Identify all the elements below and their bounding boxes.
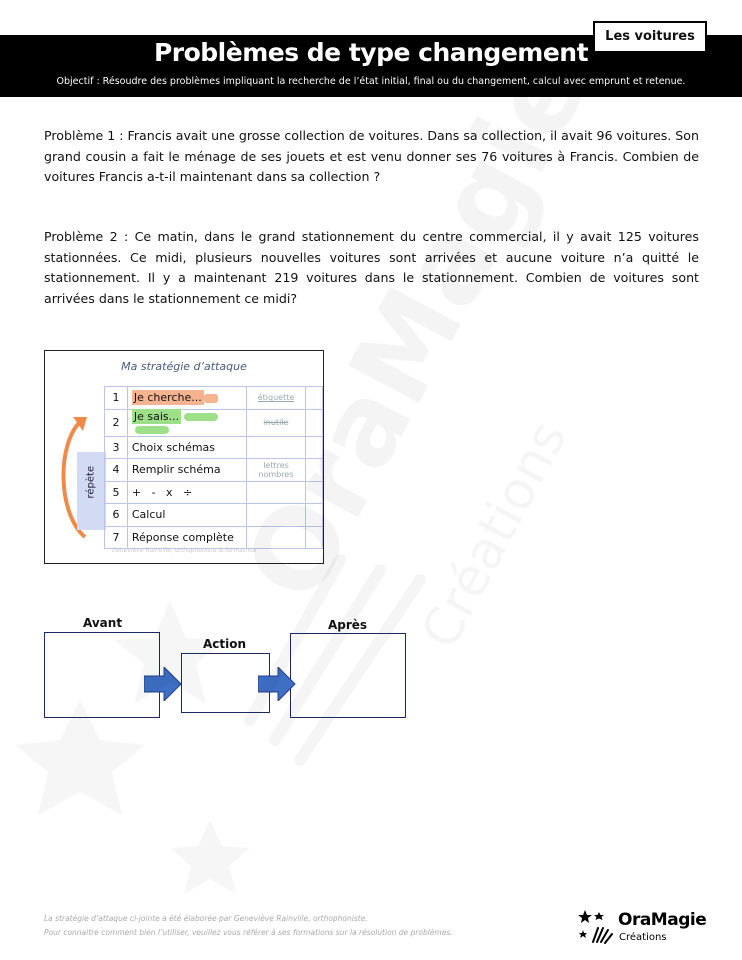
before-label: Avant xyxy=(83,616,123,630)
oramagie-logo-icon xyxy=(577,908,615,944)
step-hint: étiquette xyxy=(246,387,305,410)
step-number: 7 xyxy=(105,526,128,549)
step-label xyxy=(127,387,246,410)
strategy-step xyxy=(105,459,323,482)
strategy-title: Ma stratégie d’attaque xyxy=(121,360,247,373)
strategy-step xyxy=(105,481,323,504)
after-box[interactable] xyxy=(290,633,406,718)
step-label: Remplir schéma xyxy=(127,459,246,482)
footer-note-line2: Pour connaitre comment bien l’utiliser, veuillez vous référer à ses formations sur la résolution de problèmes. xyxy=(44,928,453,937)
step-label: + - x ÷ xyxy=(127,481,246,504)
step-hint: lettres nombres xyxy=(246,459,305,482)
step-number: 3 xyxy=(105,436,128,459)
page-title: Problèmes de type changement xyxy=(153,38,589,67)
action-label: Action xyxy=(203,637,247,651)
footer-note-line1: La stratégie d’attaque ci-jointe a été élaborée par Geneviève Rainville, orthophoniste. xyxy=(44,914,368,923)
step-label: Réponse complète xyxy=(127,526,246,549)
problem-2-text: Problème 2 : Ce matin, dans le grand stationnement du centre commercial, il y avait 125 voitures stationnées. Ce midi, plusieurs nouvelles voitures sont arrivées et aucune voiture n’a quitté le stationnement. Il y a maintenant 219 voitures dans le stationnement. Combien de voitures sont arrivées dans le stationnement ce midi? xyxy=(44,229,699,306)
arrow-right-icon xyxy=(258,667,296,701)
strategy-credit: Geneviève Rainville, orthophoniste & formatrice xyxy=(111,547,257,554)
strategy-card xyxy=(44,350,324,564)
repeat-label: répète xyxy=(85,465,97,499)
brand-sub: Créations xyxy=(619,932,667,943)
step-number: 5 xyxy=(105,481,128,504)
step-hint xyxy=(246,526,305,549)
page-objective: Objectif : Résoudre des problèmes impliquant la recherche de l’état initial, final ou du changement, calcul avec emprunt et retenue. xyxy=(56,76,686,87)
step-label: Calcul xyxy=(127,504,246,527)
orange-highlight xyxy=(204,394,218,403)
problem-1-text: Problème 1 : Francis avait une grosse collection de voitures. Dans sa collection, il avait 96 voitures. Son grand cousin a fait le ménage de ses jouets et est venu donner ses 76 voitures à Francis. Combien de voitures Francis a-t-il maintenant dans sa collection ? xyxy=(44,128,699,184)
strategy-step xyxy=(105,504,323,527)
strategy-step xyxy=(105,409,323,436)
action-box[interactable] xyxy=(181,653,270,713)
step-number: 1 xyxy=(105,387,128,410)
green-highlight xyxy=(184,413,218,421)
before-box[interactable] xyxy=(44,632,160,718)
step-label-text: Je sais... xyxy=(133,409,180,423)
theme-tab: Les voitures xyxy=(593,21,707,53)
step-label-text: Je cherche... xyxy=(133,391,202,405)
step-number: 6 xyxy=(105,504,128,527)
strategy-step xyxy=(105,526,323,549)
green-highlight xyxy=(135,426,169,434)
step-number: 2 xyxy=(105,409,128,436)
strategy-step xyxy=(105,387,323,410)
watermark-sub xyxy=(410,259,660,658)
step-hint xyxy=(246,504,305,527)
strategy-steps-table xyxy=(104,386,323,549)
step-hint xyxy=(246,436,305,459)
step-number: 4 xyxy=(105,459,128,482)
strategy-step xyxy=(105,436,323,459)
brand-name: OraMagie xyxy=(618,910,707,930)
step-label: Choix schémas xyxy=(127,436,246,459)
arrow-right-icon xyxy=(144,667,182,701)
step-hint: inutile xyxy=(246,409,305,436)
after-label: Après xyxy=(328,618,368,632)
step-label xyxy=(127,409,246,436)
step-hint xyxy=(246,481,305,504)
